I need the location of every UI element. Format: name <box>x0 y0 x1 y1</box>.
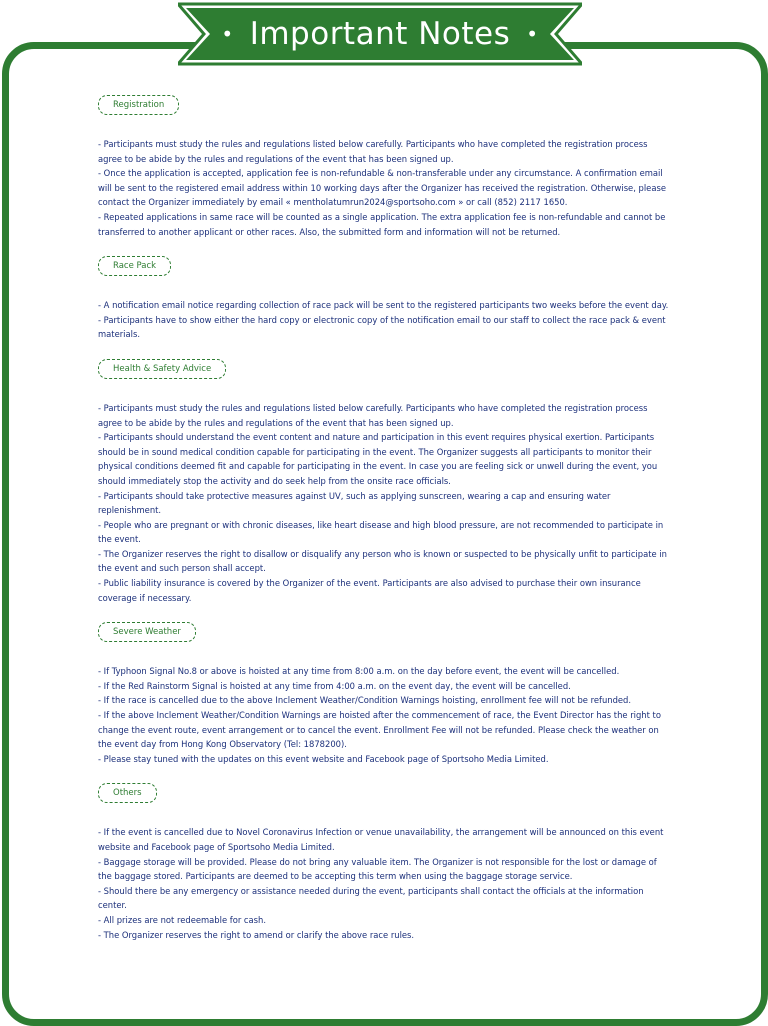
section-registration <box>98 92 673 239</box>
section-severe-weather <box>98 619 673 766</box>
section-health-safety <box>98 356 673 605</box>
others-note-4: - All prizes are not redeemable for cash. <box>98 914 267 925</box>
section-race-pack <box>98 253 673 342</box>
section-tag-severe-weather: Severe Weather <box>98 622 196 642</box>
health-note-1: - Participants must study the rules and regulations listed below carefully. Participants who have completed the registration process agree to be abide by the rules and regulations of the event that has been signed up. <box>98 402 648 428</box>
registration-note-2: - Once the application is accepted, application fee is non-refundable & non-transferable under any circumstance. A confirmation email will be sent to the registered email address within 10 working days after the Organizer has received the registration. Otherwise, please contact the Organizer immediately by email « mentholatumrun2024@sportsoho.com » or call (852) 2117 1650. <box>98 168 666 208</box>
others-note-2: - Baggage storage will be provided. Please do not bring any valuable item. The Organizer is not responsible for the lost or damage of the baggage stored. Participants are deemed to be accepting this term when using the baggage storage service. <box>98 856 657 882</box>
section-tag-health-safety: Health & Safety Advice <box>98 359 226 379</box>
weather-note-4: - If the above Inclement Weather/Condition Warnings are hoisted after the commencement of race, the Event Director has the right to change the event route, event arrangement or to cancel the event. Enrollment Fee will not be refunded. Please check the weather on the event day from Hong Kong Observatory (Tel: 1878200). <box>98 710 661 750</box>
weather-note-3: - If the race is cancelled due to the above Inclement Weather/Condition Warnings hoisting, enrollment fee will not be refunded. <box>98 695 632 706</box>
others-note-3: - Should there be any emergency or assistance needed during the event, participants shall contact the officials at the information center. <box>98 885 644 911</box>
race-pack-note-1: - A notification email notice regarding collection of race pack will be sent to the registered participants two weeks before the event day. <box>98 300 669 311</box>
section-tag-registration: Registration <box>98 95 179 115</box>
health-note-6: - Public liability insurance is covered by the Organizer of the event. Participants are also advised to purchase their own insurance coverage if necessary. <box>98 578 641 603</box>
section-tag-others: Others <box>98 783 157 803</box>
health-note-4: - People who are pregnant or with chronic diseases, like heart disease and high blood pressure, are not recommended to participate in the event. <box>98 519 664 545</box>
weather-note-1: - If Typhoon Signal No.8 or above is hoisted at any time from 8:00 a.m. on the day before event, the event will be cancelled. <box>98 666 620 677</box>
health-note-5: - The Organizer reserves the right to disallow or disqualify any person who is known or suspected to be physically unfit to participate in the event and such person shall accept. <box>98 548 667 574</box>
others-note-5: - The Organizer reserves the right to amend or clarify the above race rules. <box>98 929 415 940</box>
weather-note-5: - Please stay tuned with the updates on this event website and Facebook page of Sportsoho Media Limited. <box>98 753 549 764</box>
section-tag-race-pack: Race Pack <box>98 256 171 276</box>
registration-note-1: - Participants must study the rules and regulations listed below carefully. Participants who have completed the registration process agree to be abide by the rules and regulations of the event that has been signed up. <box>98 139 648 164</box>
health-note-3: - Participants should take protective measures against UV, such as applying sunscreen, wearing a cap and ensuring water replenishment. <box>98 490 611 516</box>
bullet-right-icon: • <box>526 22 539 46</box>
title-banner <box>178 0 582 68</box>
weather-note-2: - If the Red Rainstorm Signal is hoisted at any time from 4:00 a.m. on the event day, the event will be cancelled. <box>98 680 571 691</box>
notes-content <box>98 92 673 942</box>
health-note-2: - Participants should understand the event content and nature and participation in this event requires physical exertion. Participants should be in sound medical condition capable for participating in the event. The Organizer suggests all participants to monitor their physical conditions deemed fit and capable for participating in the event. In case you are feeling sick or unwell during the event, you should immediately stop the activity and do seek help from the onsite race officials. <box>98 432 658 486</box>
race-pack-note-2: - Participants have to show either the hard copy or electronic copy of the notification email to our staff to collect the race pack & event materials. <box>98 314 666 340</box>
page-title <box>178 0 582 68</box>
page-title-text: Important Notes <box>249 16 511 52</box>
section-others <box>98 780 673 942</box>
registration-note-3: - Repeated applications in same race will be counted as a single application. The extra application fee is non-refundable and cannot be transferred to another applicant or other races. Also, the submitted form and information will not be returned. <box>98 211 666 237</box>
others-note-1: - If the event is cancelled due to Novel Coronavirus Infection or venue unavailability, the arrangement will be announced on this event website and Facebook page of Sportsoho Media Limited. <box>98 827 664 852</box>
bullet-left-icon: • <box>221 22 234 46</box>
